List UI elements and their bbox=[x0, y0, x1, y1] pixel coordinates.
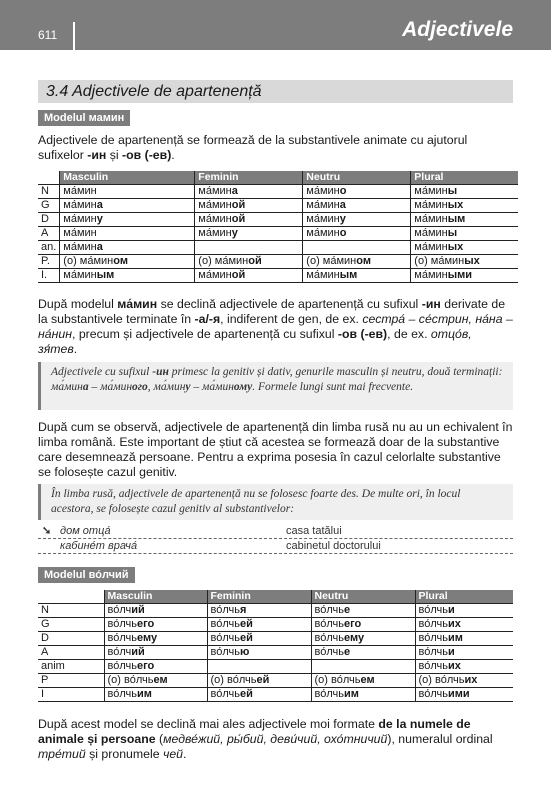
form-cell: ма́миной bbox=[195, 199, 303, 213]
table-row bbox=[38, 618, 513, 632]
table-row bbox=[38, 269, 518, 283]
paragraph-mamin-model: După modelul ма́мин se declină adjectivele de apartenență cu sufixul -ин derivate de la substantivele terminate în -а/-я, indiferent de gen, de ex. сестра́ – се́стрин, на́на – на́нин, precum și adjectivele de apartenență cu sufixul -ов (-ев), de ex. отцо́в, зя́тев. bbox=[38, 297, 513, 356]
chapter-title: Adjectivele bbox=[402, 18, 513, 41]
form-cell: ма́мино bbox=[303, 185, 411, 199]
declension-table-volchiy bbox=[38, 590, 513, 702]
example-russian: дом отца́ bbox=[60, 525, 111, 537]
form-cell: (о) ма́миной bbox=[195, 255, 303, 269]
case-label: P. bbox=[38, 255, 60, 269]
form-cell: ма́мину bbox=[60, 213, 195, 227]
table-row bbox=[38, 660, 513, 674]
example-romanian: cabinetul doctorului bbox=[286, 540, 381, 552]
model1-intro: Adjectivele de apartenență se formează de la substantivele animate cu ajutorul sufixelor -ин și -ов (-ев). bbox=[38, 133, 468, 162]
column-header: Neutru bbox=[311, 590, 415, 604]
form-cell: ма́мины bbox=[411, 227, 518, 241]
model1-label: Modelul мамин bbox=[38, 110, 130, 126]
form-cell: во́лчью bbox=[207, 646, 311, 660]
form-cell: ма́миной bbox=[195, 269, 303, 283]
form-cell: во́лчьим bbox=[104, 688, 207, 702]
form-cell: во́лчьей bbox=[207, 618, 311, 632]
form-cell: во́лчьего bbox=[311, 618, 415, 632]
form-cell: во́лчьему bbox=[311, 632, 415, 646]
form-cell: (о) во́лчьем bbox=[104, 674, 207, 688]
note-suffix-in: Adjectivele cu sufixul -ин primesc la genitiv și dativ, genurile masculin și neutru, două terminații: ма́мина – ма́миного, ма́мину – ма́миному. Formele lungi sunt mai frecvente. bbox=[38, 362, 513, 410]
case-label: A bbox=[38, 227, 60, 241]
table-row bbox=[38, 688, 513, 702]
table-row bbox=[38, 255, 518, 269]
form-cell bbox=[207, 660, 311, 674]
declension-table-mamin bbox=[38, 171, 518, 283]
table-row bbox=[38, 646, 513, 660]
table-row bbox=[38, 227, 518, 241]
form-cell: (о) ма́мином bbox=[303, 255, 411, 269]
paragraph-no-equivalent: După cum se observă, adjectivele de apartenență din limba rusă nu au un echivalent în limba română. Este important de știut că acestea se formează doar de la substantive care desemnează persoane. Pentru a exprima posesia în cazul celorlalte substantive se folosește cazul genitiv. bbox=[38, 420, 513, 479]
form-cell: ма́мину bbox=[195, 227, 303, 241]
form-cell: (о) во́лчьей bbox=[207, 674, 311, 688]
form-cell: во́лчьих bbox=[415, 660, 513, 674]
table-header-row bbox=[38, 590, 513, 604]
column-header: Neutru bbox=[303, 171, 411, 185]
column-header: Feminin bbox=[207, 590, 311, 604]
form-cell: во́лчьим bbox=[415, 632, 513, 646]
case-label: I. bbox=[38, 269, 60, 283]
form-cell: ма́миной bbox=[195, 213, 303, 227]
table-header-row bbox=[38, 171, 518, 185]
form-cell: во́лчьи bbox=[415, 604, 513, 618]
case-label: A bbox=[38, 646, 104, 660]
form-cell bbox=[195, 241, 303, 255]
form-cell: ма́мина bbox=[60, 241, 195, 255]
form-cell: ма́мина bbox=[195, 185, 303, 199]
form-cell: во́лчьего bbox=[104, 660, 207, 674]
case-label: anim bbox=[38, 660, 104, 674]
case-label: P bbox=[38, 674, 104, 688]
case-label: N bbox=[38, 185, 60, 199]
form-cell: во́лчьими bbox=[415, 688, 513, 702]
form-cell: во́лчьей bbox=[207, 632, 311, 646]
form-cell: во́лчье bbox=[311, 604, 415, 618]
form-cell bbox=[311, 660, 415, 674]
form-cell: ма́мина bbox=[303, 199, 411, 213]
column-header bbox=[38, 590, 104, 604]
header-divider bbox=[73, 22, 75, 50]
table-row bbox=[38, 632, 513, 646]
model2-label: Modelul во́лчий bbox=[38, 567, 135, 583]
form-cell: ма́миным bbox=[411, 213, 518, 227]
case-label: D bbox=[38, 632, 104, 646]
form-cell: во́лчьей bbox=[207, 688, 311, 702]
case-label: N bbox=[38, 604, 104, 618]
table-row bbox=[38, 199, 518, 213]
case-label: G bbox=[38, 199, 60, 213]
case-label: I bbox=[38, 688, 104, 702]
case-label: an. bbox=[38, 241, 60, 255]
example-romanian: casa tatălui bbox=[286, 525, 342, 537]
column-header: Plural bbox=[411, 171, 518, 185]
form-cell: (о) ма́мином bbox=[60, 255, 195, 269]
form-cell: ма́мину bbox=[303, 213, 411, 227]
form-cell: во́лчий bbox=[104, 646, 207, 660]
form-cell: ма́миным bbox=[60, 269, 195, 283]
page-number: 611 bbox=[38, 28, 58, 42]
form-cell: ма́миными bbox=[411, 269, 518, 283]
form-cell: ма́миных bbox=[411, 241, 518, 255]
table-row bbox=[38, 213, 518, 227]
form-cell: во́лчий bbox=[104, 604, 207, 618]
form-cell: (о) во́лчьих bbox=[415, 674, 513, 688]
form-cell: ма́мин bbox=[60, 227, 195, 241]
form-cell: во́лчьих bbox=[415, 618, 513, 632]
page-header bbox=[0, 0, 551, 50]
form-cell: во́лчьего bbox=[104, 618, 207, 632]
form-cell: (о) ма́миных bbox=[411, 255, 518, 269]
case-label: G bbox=[38, 618, 104, 632]
form-cell: (о) во́лчьем bbox=[311, 674, 415, 688]
form-cell: ма́мино bbox=[303, 227, 411, 241]
column-header: Feminin bbox=[195, 171, 303, 185]
form-cell: во́лчья bbox=[207, 604, 311, 618]
column-header bbox=[38, 171, 60, 185]
note-genitive-usage: În limba rusă, adjectivele de apartenență nu se folosesc foarte des. De multe ori, în locul acestora, se folosește cazul genitiv al substantivelor: bbox=[38, 484, 513, 520]
form-cell: ма́мины bbox=[411, 185, 518, 199]
table-row bbox=[38, 241, 518, 255]
table-row bbox=[38, 604, 513, 618]
form-cell: во́лчьему bbox=[104, 632, 207, 646]
paragraph-volchiy-model: După acest model se declină mai ales adjectivele moi formate de la numele de animale și persoane (медве́жий, ры́бий, деви́чий, охо́тничий), numeralul ordinal тре́тий și pronumele чей. bbox=[38, 717, 493, 761]
form-cell: во́лчье bbox=[311, 646, 415, 660]
form-cell: ма́мин bbox=[60, 185, 195, 199]
form-cell: ма́миным bbox=[303, 269, 411, 283]
table-row bbox=[38, 185, 518, 199]
arrow-icon: ➘ bbox=[42, 525, 52, 537]
table-row bbox=[38, 674, 513, 688]
form-cell: во́лчьи bbox=[415, 646, 513, 660]
example-row bbox=[38, 524, 513, 539]
column-header: Masculin bbox=[104, 590, 207, 604]
column-header: Masculin bbox=[60, 171, 195, 185]
example-row bbox=[38, 539, 513, 554]
column-header: Plural bbox=[415, 590, 513, 604]
example-russian: кабине́т врача́ bbox=[60, 540, 138, 552]
section-title: 3.4 Adjectivele de apartenență bbox=[38, 80, 513, 103]
form-cell: ма́мина bbox=[60, 199, 195, 213]
form-cell: во́лчьим bbox=[311, 688, 415, 702]
form-cell: ма́миных bbox=[411, 199, 518, 213]
form-cell bbox=[303, 241, 411, 255]
case-label: D bbox=[38, 213, 60, 227]
